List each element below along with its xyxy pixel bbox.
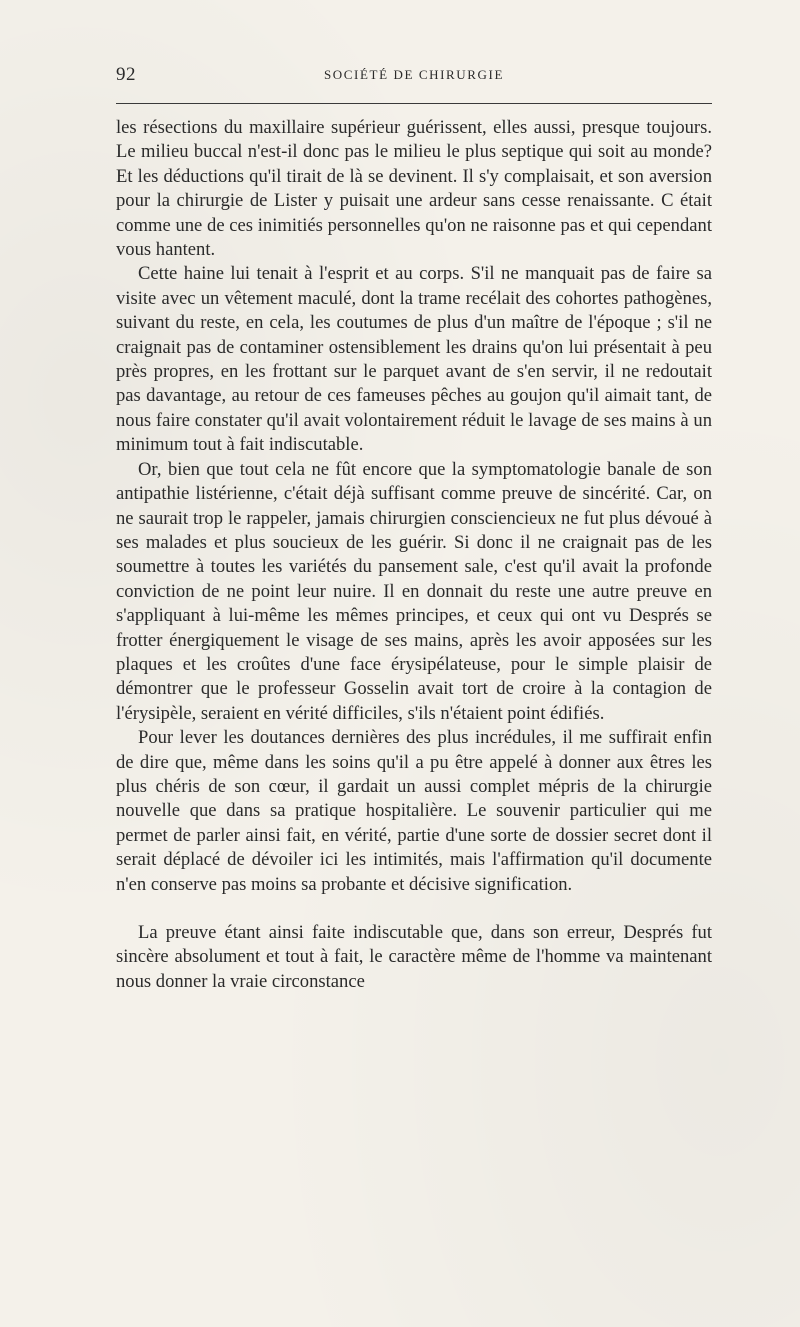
paragraph-3: Or, bien que tout cela ne fût encore que la symptomatologie banale de son antipathie listérienne, c'était déjà suffisant comme preuve de sincérité. Car, on ne saurait trop le rappeler, jamais chirurgien consciencieux ne fut plus dévoué à ses malades et plus soucieux de les guérir. Si donc il ne craignait pas de les soumettre à toutes les variétés du pansement sale, c'est qu'il avait la profonde conviction de ne point leur nuire. Il en donnait du reste une autre preuve en s'appliquant à lui-même les mêmes principes, et ceux qui ont vu Després se frotter énergiquement le visage de ses mains, après les avoir apposées sur les plaques et les croûtes d'une face érysipélateuse, pour le simple plaisir de démontrer que le professeur Gosselin avait tort de croire à la contagion de l'érysipèle, seraient en vérité difficiles, s'ils n'étaient point édifiés. xyxy=(116,458,712,724)
body-text xyxy=(116,116,712,994)
running-head xyxy=(116,64,712,90)
paragraph-5: La preuve étant ainsi faite indiscutable que, dans son erreur, Després fut sincère absolument et tout à fait, le caractère même de l'homme va maintenant nous donner la vraie circonstance xyxy=(116,922,712,992)
paragraph-2: Cette haine lui tenait à l'esprit et au corps. S'il ne manquait pas de faire sa visite avec un vêtement maculé, dont la trame recélait des cohortes pathogènes, suivant du reste, en cela, les coutumes de plus d'un maître de l'époque ; s'il ne craignait pas de contaminer ostensiblement les drains qu'on lui présentait à peu près propres, en les frottant sur le parquet avant de s'en servir, il ne redoutait pas davantage, au retour de ces fameuses pêches au goujon qu'il aimait tant, de nous faire constater qu'il avait volontairement réduit le lavage de ses mains à un minimum tout à fait indiscutable. xyxy=(116,263,712,456)
header-rule xyxy=(116,103,712,104)
paragraph-4: Pour lever les doutances dernières des plus incrédules, il me suffirait enfin de dire que, même dans les soins qu'il a pu être appelé à donner aux êtres les plus chéris de son cœur, il gardait un aussi complet mépris de la chirurgie nouvelle que dans sa pratique hospitalière. Le souvenir particulier qui me permet de parler ainsi fait, en vérité, partie d'une sorte de dossier secret dont il serait déplacé de dévoiler ici les intimités, mais l'affirmation qu'il documente n'en conserve pas moins sa probante et décisive signification. xyxy=(116,727,712,895)
paragraph-1: les résections du maxillaire supérieur guérissent, elles aussi, presque toujours. Le milieu buccal n'est-il donc pas le milieu le plus septique qui soit au monde? Et les déductions qu'il tirait de là se devinent. Il s'y complaisait, et son aversion pour la chirurgie de Lister y puisait une ardeur sans cesse renaissante. C était comme une de ces inimitiés personnelles qu'on ne raisonne pas et qui cependant vous hantent. xyxy=(116,117,712,261)
running-title: SOCIÉTÉ DE CHIRURGIE xyxy=(323,67,505,82)
page-number: 92 xyxy=(116,64,136,85)
